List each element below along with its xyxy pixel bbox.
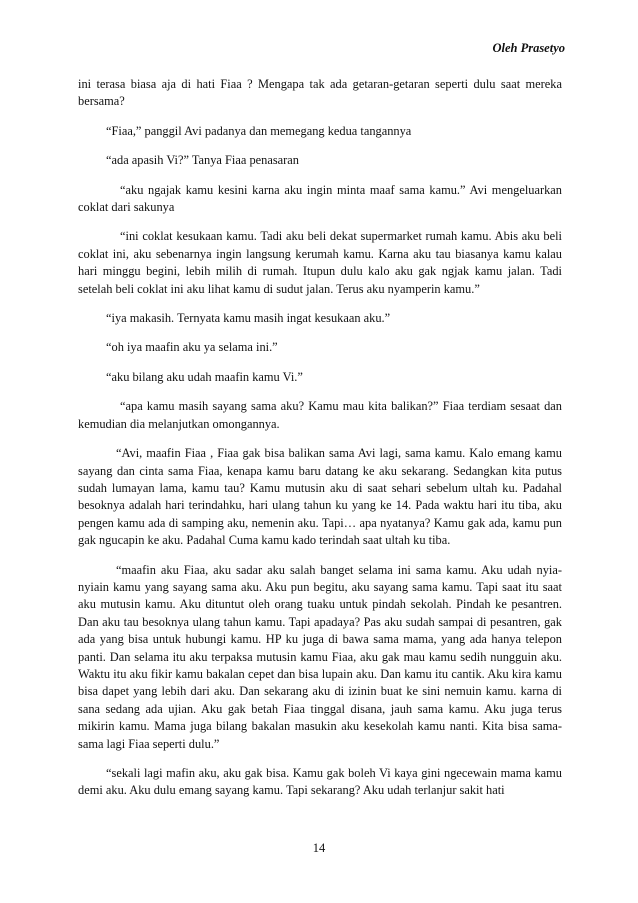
paragraph: “Fiaa,” panggil Avi padanya dan memegang kedua tangannya [106,123,412,138]
paragraph: “oh iya maafin aku ya selama ini.” [106,340,278,355]
paragraph: “aku ngajak kamu kesini karna aku ingin minta maaf sama kamu.” Avi mengeluarkan coklat dari sakunya [78,182,562,215]
page-number: 14 [312,841,326,855]
paragraph: “apa kamu masih sayang sama aku? Kamu mau kita balikan?” Fiaa terdiam sesaat dan kemudian dia melanjutkan omongannya. [78,399,562,431]
running-header-author: Oleh Prasetyo [492,41,565,55]
paragraph: “ini coklat kesukaan kamu. Tadi aku beli dekat supermarket rumah kamu. Abis aku beli coklat ini, aku sebenarnya ingin langsung kerumah kamu. Karna aku tau biasanya kamu kalau hari minggu begini, lebih milih di rumah. Itupun dulu kalo aku gak ngjak kamu jalan. Tadi setelah beli coklat ini aku lihat kamu di sudut jalan. Terus aku nyamperin kamu.” [78,229,562,296]
paragraph: “sekali lagi mafin aku, aku gak bisa. Kamu gak boleh Vi kaya gini ngecewain mama kamu demi aku. Aku dulu emang sayang kamu. Tapi sekarang? Aku udah terlanjur sakit hati [78,766,562,798]
paragraph: “ada apasih Vi?” Tanya Fiaa penasaran [106,153,299,168]
paragraph: ini terasa biasa aja di hati Fiaa ? Mengapa tak ada getaran-getaran seperti dulu saat mereka bersama? [78,77,562,109]
paragraph: “Avi, maafin Fiaa , Fiaa gak bisa balikan sama Avi lagi, sama kamu. Kalo emang kamu sayang dan cinta sama Fiaa, kenapa kamu baru datang ke aku sekarang. Sedangkan kita putus sudah lumayan lama, kamu tau? Kamu mutusin aku di saat sehari sebelum ultah ku. Padahal besoknya adalah hari terindahku, hari ulang tahun ku yang ke 14. Pada waktu hari itu tiba, aku pengen kamu ada di samping aku, nemenin aku. Tapi… apa nyatanya? Kamu gak ada, kamu pun gak ngucapin ke aku. Padahal Cuma kamu kado terindah saat ultah ku tiba. [78,446,562,548]
paragraph: “aku bilang aku udah maafin kamu Vi.” [106,369,303,384]
body-text [78,76,562,812]
paragraph: “maafin aku Fiaa, aku sadar aku salah banget selama ini sama kamu. Aku udah nyia-nyiain kamu yang sayang sama aku. Aku pun begitu, aku sayang sama kamu. Tapi saat itu saat aku mutusin kamu. Aku dituntut oleh orang tuaku untuk pindah sekolah. Pindah ke pesantren. Dan aku tau besoknya ulang tahun kamu. Tapi apadaya? Pas aku sudah sampai di pesantren, gak ada yang bisa untuk hubungi kamu. HP ku juga di bawa sama mama, yang ada hanya telepon panti. Dan selama itu aku terpaksa mutusin kamu Fiaa, aku gak mau kamu sedih nungguin aku. Waktu itu aku fikir kamu bakalan cepet dan bisa lupain aku. Dan kamu itu cantik. Aku kira kamu bisa dapet yang lebih dari aku. Dan sekarang aku di izinin buat ke sini nemuin kamu. karna di sana sedang ada ujian. Aku gak betah Fiaa tinggal disana, jauh sama kamu. Aku juga terus mikirin kamu. Mama juga bilang bakalan masukin aku kesekolah kamu nanti. Kita bisa sama-sama lagi Fiaa seperti dulu.” [78,562,562,751]
paragraph: “iya makasih. Ternyata kamu masih ingat kesukaan aku.” [106,311,391,326]
